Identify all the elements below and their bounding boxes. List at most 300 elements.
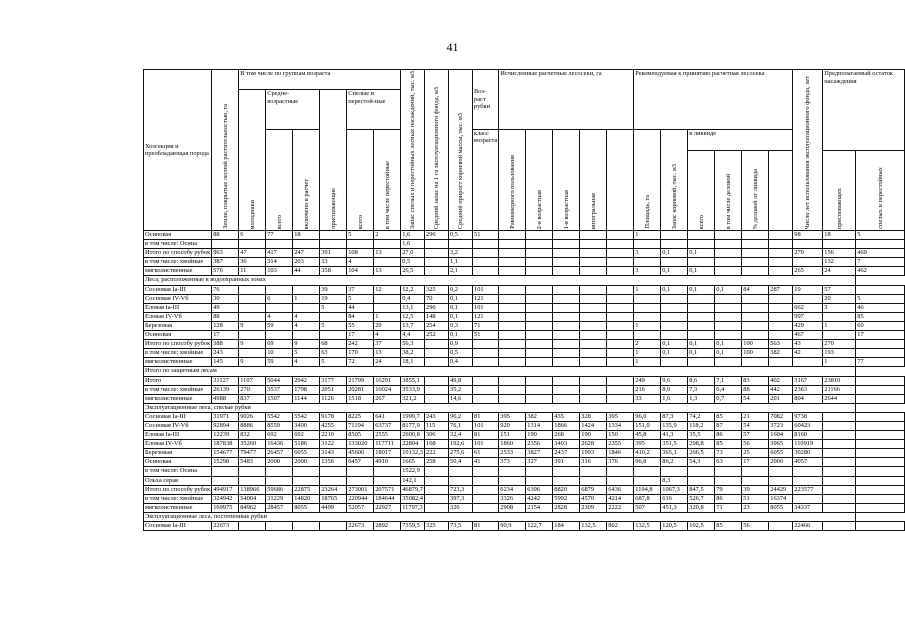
table-cell: 220944 <box>347 494 374 503</box>
table-cell: 23810 <box>823 376 856 385</box>
header-mature: Спелые и перестой-ные <box>347 90 401 130</box>
table-cell <box>553 467 580 476</box>
table-cell: 20281 <box>347 385 374 394</box>
table-cell <box>607 331 634 340</box>
table-cell: 57 <box>742 431 769 440</box>
table-cell: 26457 <box>266 449 293 458</box>
table-cell: 90,9 <box>499 522 526 531</box>
table-cell: 13 <box>374 249 401 258</box>
table-cell: 71 <box>715 503 742 512</box>
table-cell: 216 <box>634 385 661 394</box>
table-cell: 10132,3 <box>402 449 423 457</box>
row-label: Ольха серая <box>144 476 212 485</box>
table-cell <box>823 312 856 321</box>
table-cell <box>661 294 688 303</box>
table-cell: 382 <box>526 412 553 421</box>
table-cell: 92894 <box>212 421 239 430</box>
header-calculated: Исчисленные расчетные лесосеки, га <box>499 70 634 130</box>
table-cell: 2892 <box>374 522 401 531</box>
table-cell <box>580 258 607 267</box>
table-cell: 4 <box>293 358 320 367</box>
row-label: Итого по способу рубок <box>145 340 211 348</box>
table-cell <box>769 358 793 367</box>
table-cell <box>320 240 347 249</box>
header-calc-blank <box>607 129 634 230</box>
table-cell: 0,1 <box>715 349 742 358</box>
table-cell: 145 <box>212 358 239 367</box>
table-cell: 3403 <box>553 440 580 449</box>
table-cell <box>499 240 526 249</box>
table-cell <box>553 294 580 303</box>
table-cell: 382 <box>769 349 793 358</box>
table-cell: 79477 <box>239 449 266 458</box>
row-label: Осиновая <box>144 331 212 340</box>
table-cell <box>473 349 499 358</box>
table-cell: 373 <box>499 458 526 467</box>
table-cell: 1860 <box>499 440 526 449</box>
table-cell: 3326 <box>499 494 526 503</box>
table-cell: 56 <box>742 440 769 449</box>
table-cell <box>856 376 905 385</box>
table-cell: 77 <box>856 358 905 367</box>
table-row <box>144 376 905 385</box>
table-cell: 5 <box>347 294 374 303</box>
table-cell <box>266 476 293 485</box>
table-cell: 3177 <box>320 376 347 385</box>
table-cell: 7359,5 <box>401 522 425 531</box>
table-cell: 85 <box>856 312 905 321</box>
table-cell <box>823 440 856 449</box>
table-cell <box>769 312 793 321</box>
table-cell: 5 <box>320 358 347 367</box>
table-cell <box>425 485 449 494</box>
table-cell <box>715 321 742 330</box>
table-cell: 258 <box>425 458 449 467</box>
table-cell <box>553 321 580 330</box>
table-cell: 8559 <box>266 421 293 430</box>
table-cell <box>212 476 239 485</box>
table-cell: 266,5 <box>688 449 715 458</box>
table-cell: 121 <box>473 294 499 303</box>
table-cell: 8055 <box>769 503 793 512</box>
table-cell: 832 <box>239 431 266 440</box>
table-cell <box>425 503 449 512</box>
table-cell <box>266 240 293 249</box>
table-cell <box>553 231 580 240</box>
forest-fund-table <box>143 69 905 531</box>
table-cell: 60 <box>856 321 905 330</box>
table-cell <box>856 522 905 531</box>
table-cell: 151 <box>499 431 526 440</box>
table-cell: 1067,3 <box>661 485 688 494</box>
table-cell <box>742 467 769 476</box>
table-cell <box>580 376 607 385</box>
table-cell <box>661 303 688 312</box>
table-cell <box>661 331 688 340</box>
table-cell <box>374 294 401 303</box>
table-cell: 60423 <box>793 421 823 430</box>
table-cell: 71194 <box>347 421 374 430</box>
table-cell: 0,1 <box>688 249 715 258</box>
table-cell: 3 <box>634 267 661 276</box>
table-cell <box>742 321 769 330</box>
table-cell: 1314 <box>526 421 553 430</box>
table-cell <box>526 285 553 294</box>
table-cell <box>526 240 553 249</box>
header-calc-age2: 2-я возрастная <box>526 129 553 230</box>
section-row <box>144 512 905 521</box>
table-cell: 18 <box>293 231 320 240</box>
table-cell: 3167 <box>793 376 823 385</box>
table-cell <box>688 240 715 249</box>
table-cell: 128 <box>212 321 239 330</box>
table-cell: 19 <box>793 285 823 294</box>
table-row <box>144 522 905 531</box>
table-cell: 563 <box>769 340 793 349</box>
row-label: Березовая <box>144 449 212 458</box>
table-cell: 13 <box>374 349 401 358</box>
table-cell <box>856 503 905 512</box>
table-cell: 327 <box>526 458 553 467</box>
table-cell <box>580 349 607 358</box>
table-cell: 3533,9 <box>401 385 425 394</box>
table-cell <box>473 249 499 258</box>
table-cell: 326 <box>449 503 473 512</box>
table-row <box>144 412 905 421</box>
table-cell <box>661 321 688 330</box>
table-cell: 73,5 <box>449 522 473 531</box>
table-cell <box>499 249 526 258</box>
table-cell <box>634 312 661 321</box>
table-cell: 184 <box>553 522 580 531</box>
table-cell: 1 <box>823 358 856 367</box>
table-cell <box>425 267 449 276</box>
table-cell: 12239 <box>212 431 239 440</box>
table-cell: 3827 <box>526 449 553 458</box>
table-cell: 121 <box>473 312 499 321</box>
table-cell: 85 <box>715 412 742 421</box>
table-cell: 52057 <box>347 503 374 512</box>
table-cell <box>499 312 526 321</box>
table-cell: 8177,9 <box>401 421 425 430</box>
table-cell <box>793 467 823 476</box>
table-cell: 87,3 <box>661 412 688 421</box>
table-cell <box>320 522 347 531</box>
table-cell: 6396 <box>526 485 553 494</box>
row-label: в том числе: Осина <box>144 467 212 476</box>
table-cell: 46 <box>856 303 905 312</box>
table-cell <box>374 258 401 267</box>
table-cell: 804 <box>793 394 823 403</box>
table-cell: 148 <box>425 312 449 321</box>
table-cell: 4499 <box>320 503 347 512</box>
table-cell <box>580 249 607 258</box>
table-cell: 316 <box>580 458 607 467</box>
header-avg-stock: Средний запас на 1 га эксплуатационного фонда, м3 <box>425 70 449 231</box>
table-cell: 101 <box>473 285 499 294</box>
table-cell: 30 <box>212 294 239 303</box>
table-cell: 5483 <box>239 458 266 467</box>
table-cell <box>715 467 742 476</box>
table-cell: 4242 <box>526 494 553 503</box>
table-cell: 2555 <box>374 431 401 440</box>
table-cell <box>526 385 553 394</box>
row-label: Сосновая Ia-III <box>144 285 212 294</box>
table-cell: 41,3 <box>661 431 688 440</box>
table-cell: 1 <box>634 231 661 240</box>
table-cell: 31229 <box>266 494 293 503</box>
table-cell <box>607 267 634 276</box>
row-label: в том числе: хвойные <box>144 494 212 503</box>
table-cell: 150 <box>607 431 634 440</box>
table-cell: 41 <box>473 458 499 467</box>
table-cell <box>793 240 823 249</box>
table-cell: 1665 <box>401 458 425 467</box>
table-cell: 0,1 <box>688 340 715 349</box>
table-cell: 9 <box>239 340 266 349</box>
table-cell: 1144 <box>293 394 320 403</box>
table-cell: 187838 <box>212 440 239 449</box>
table-cell <box>769 267 793 276</box>
table-cell <box>320 331 347 340</box>
table-cell: 51 <box>473 331 499 340</box>
header-liquid-total: всего <box>688 151 715 231</box>
table-cell: 100 <box>742 340 769 349</box>
table-cell <box>449 467 473 476</box>
table-cell: 4214 <box>607 494 634 503</box>
table-cell: 5 <box>856 294 905 303</box>
table-cell: 0,1 <box>661 267 688 276</box>
table-cell <box>793 358 823 367</box>
table-cell: 391 <box>553 458 580 467</box>
section-title: Итого по защитным лесам <box>144 367 856 376</box>
table-cell <box>856 285 905 294</box>
table-cell: 54 <box>742 421 769 430</box>
table-row <box>144 285 905 294</box>
table-cell <box>661 358 688 367</box>
table-cell <box>526 294 553 303</box>
table-cell <box>742 258 769 267</box>
table-cell: 132 <box>823 258 856 267</box>
table-cell <box>607 340 634 349</box>
table-cell: 10 <box>266 349 293 358</box>
table-cell: 376 <box>607 458 634 467</box>
table-cell <box>499 476 526 485</box>
table-cell: 23 <box>742 503 769 512</box>
table-cell: 0,4 <box>449 358 473 367</box>
table-cell: 3723 <box>769 421 793 430</box>
table-cell <box>347 240 374 249</box>
row-label: Еловая IV-Vб <box>144 312 212 321</box>
table-cell: 4570 <box>580 494 607 503</box>
table-cell: 687,8 <box>634 494 661 503</box>
table-cell: 388 <box>212 340 239 349</box>
table-cell: 35082,4 <box>402 494 423 502</box>
table-cell: 243 <box>425 412 449 421</box>
header-forest-area: Земли, покрытые лесной растительностью, га <box>212 70 239 231</box>
table-cell <box>449 476 473 485</box>
table-cell: 42 <box>793 349 823 358</box>
table-cell <box>856 240 905 249</box>
table-cell: 4 <box>293 312 320 321</box>
table-cell <box>239 312 266 321</box>
table-cell <box>499 358 526 367</box>
table-cell: 21 <box>742 412 769 421</box>
table-cell: 3143 <box>320 449 347 458</box>
table-cell: 3 <box>823 303 856 312</box>
section-title: Эксплуатационные леса, постепенные рубки <box>144 512 856 521</box>
table-cell <box>347 467 374 476</box>
table-cell <box>742 249 769 258</box>
table-cell: 26139 <box>212 385 239 394</box>
row-label: Итого <box>144 376 212 385</box>
table-cell <box>553 249 580 258</box>
table-row <box>144 231 905 240</box>
table-cell: 151,0 <box>634 421 661 430</box>
table-cell <box>425 249 449 258</box>
table-row <box>144 394 905 403</box>
table-cell: 0,7 <box>715 394 742 403</box>
table-cell: 265 <box>793 267 823 276</box>
table-cell <box>607 467 634 476</box>
header-species: Хозсекция и преобладающая порода <box>144 70 212 231</box>
table-cell <box>742 303 769 312</box>
table-cell <box>634 467 661 476</box>
table-cell: 410,2 <box>634 449 661 458</box>
table-cell <box>688 231 715 240</box>
table-cell: 324942 <box>212 494 239 503</box>
table-cell: 9178 <box>320 412 347 421</box>
table-cell <box>499 294 526 303</box>
table-cell: 16436 <box>266 440 293 449</box>
table-cell: 2222 <box>607 503 634 512</box>
table-cell: 0,1 <box>688 285 715 294</box>
table-cell: 16374 <box>769 494 793 503</box>
table-cell <box>742 312 769 321</box>
table-cell: 1993 <box>580 449 607 458</box>
table-cell: 273001 <box>347 485 374 494</box>
table-cell <box>499 340 526 349</box>
table-cell: 87 <box>715 421 742 430</box>
table-cell: 267 <box>374 394 401 403</box>
table-row <box>144 321 905 330</box>
table-cell <box>266 285 293 294</box>
table-cell: 30280 <box>793 449 823 458</box>
table-cell <box>607 394 634 403</box>
table-cell: 169975 <box>212 503 239 512</box>
table-cell: 287 <box>769 285 793 294</box>
table-cell: 4910 <box>374 458 401 467</box>
table-cell: 154677 <box>212 449 239 458</box>
table-cell <box>580 294 607 303</box>
table-cell: 22804 <box>401 440 425 449</box>
table-cell: 469 <box>856 249 905 258</box>
row-label: в том числе: Осина <box>144 240 212 249</box>
table-cell <box>688 312 715 321</box>
table-cell <box>769 249 793 258</box>
table-cell: 79 <box>715 485 742 494</box>
table-cell: 5 <box>347 231 374 240</box>
table-cell: 31127 <box>212 376 239 385</box>
table-cell: 1522,9 <box>401 467 425 476</box>
table-cell <box>607 349 634 358</box>
table-cell: 51 <box>473 231 499 240</box>
table-cell: 37 <box>347 285 374 294</box>
table-cell <box>607 303 634 312</box>
row-label: Березовая <box>144 321 212 330</box>
table-cell: 0,1 <box>449 312 473 321</box>
table-cell <box>425 376 449 385</box>
table-cell: 5992 <box>553 494 580 503</box>
table-cell: 3 <box>634 249 661 258</box>
table-cell <box>769 240 793 249</box>
section-title: Леса, расположенные в водоохранных зонах <box>144 276 856 285</box>
table-cell: 33 <box>634 394 661 403</box>
table-cell <box>580 385 607 394</box>
table-cell: 132,5 <box>580 522 607 531</box>
table-cell <box>715 231 742 240</box>
header-cut-age: Воз-раст рубки <box>473 70 499 130</box>
table-cell <box>580 312 607 321</box>
table-cell: 8055 <box>293 503 320 512</box>
table-cell: 51 <box>742 494 769 503</box>
table-cell: 268 <box>553 431 580 440</box>
table-cell <box>425 476 449 485</box>
header-recommended: Рекомендуемая к принятию расчетная лесосека <box>634 70 793 130</box>
table-cell: 2000 <box>769 458 793 467</box>
table-cell <box>239 476 266 485</box>
table-cell: 13,7 <box>401 321 425 330</box>
table-cell <box>856 476 905 485</box>
table-cell: 2533 <box>499 449 526 458</box>
table-cell <box>473 267 499 276</box>
table-cell <box>293 331 320 340</box>
table-cell: 59686 <box>266 485 293 494</box>
table-row <box>144 240 905 249</box>
table-cell <box>661 240 688 249</box>
header-middle-total: всего <box>266 129 293 230</box>
table-cell <box>580 285 607 294</box>
table-cell <box>769 331 793 340</box>
table-cell: 142,1 <box>401 476 425 485</box>
table-cell: 14820 <box>293 494 320 503</box>
row-label: мягколиственные <box>144 358 212 367</box>
table-cell: 18,1 <box>401 358 425 367</box>
table-cell: 5 <box>293 349 320 358</box>
table-cell <box>607 240 634 249</box>
table-cell <box>347 476 374 485</box>
table-cell: 76 <box>212 285 239 294</box>
table-cell: 0,1 <box>449 294 473 303</box>
table-cell: 17 <box>212 331 239 340</box>
table-cell: 0,1 <box>449 331 473 340</box>
table-cell: 2644 <box>823 394 856 403</box>
header-liquid-blank <box>769 151 793 231</box>
table-cell: 46879,7 <box>402 485 423 493</box>
header-rec-area: Площадь, га <box>634 129 661 230</box>
table-cell: 5186 <box>293 440 320 449</box>
table-cell: 3855,1 <box>401 376 425 385</box>
table-cell: 16024 <box>374 385 401 394</box>
table-cell <box>715 358 742 367</box>
table-cell: 17 <box>347 331 374 340</box>
table-cell <box>374 476 401 485</box>
table-cell: 249 <box>634 376 661 385</box>
table-cell: 6055 <box>293 449 320 458</box>
table-cell: 298,8 <box>688 440 715 449</box>
table-cell: 71 <box>473 321 499 330</box>
table-cell <box>473 476 499 485</box>
